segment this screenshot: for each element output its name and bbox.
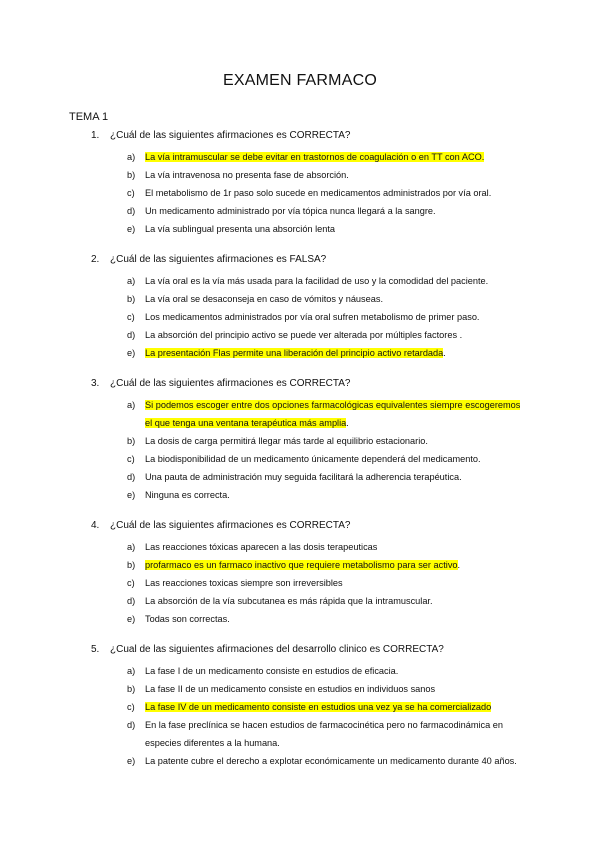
question-statement: ¿Cuál de las siguientes afirmaciones es CORRECTA? — [110, 520, 351, 531]
question-text — [0, 644, 600, 662]
option-letter: c) — [127, 454, 135, 464]
option-letter: d) — [127, 472, 136, 482]
option-letter: b) — [127, 436, 136, 446]
option-letter: d) — [127, 206, 136, 216]
answer-option — [0, 202, 600, 220]
answer-option — [0, 290, 600, 308]
question-statement: ¿Cuál de las siguientes afirmaciones es CORRECTA? — [110, 378, 351, 389]
answer-option — [0, 592, 600, 610]
answer-option — [0, 344, 600, 362]
answer-option — [0, 326, 600, 344]
question-list — [0, 130, 600, 786]
question-spacer — [0, 770, 600, 786]
answer-option — [0, 220, 600, 238]
option-letter: e) — [127, 614, 136, 624]
option-text: Una pauta de administración muy seguida facilitará la adherencia terapéutica. — [145, 472, 462, 482]
highlighted-answer-text: La presentación Flas permite una liberación del principio activo retardada — [145, 348, 444, 358]
option-letter: a) — [127, 276, 136, 286]
option-text: La vía sublingual presenta una absorción lenta — [145, 224, 336, 234]
answer-option — [0, 148, 600, 166]
option-letter: a) — [127, 542, 136, 552]
answer-option — [0, 486, 600, 504]
question-text — [0, 130, 600, 148]
answer-option — [0, 662, 600, 680]
option-letter: c) — [127, 312, 135, 322]
question-number: 4. — [91, 520, 100, 531]
answer-option — [0, 166, 600, 184]
answer-option — [0, 716, 600, 752]
highlighted-answer-text: La vía intramuscular se debe evitar en trastornos de coagulación o en TT con ACO. — [145, 152, 485, 162]
highlighted-answer-text: profarmaco es un farmaco inactivo que requiere metabolismo para ser activo — [145, 560, 458, 570]
option-text: La fase I de un medicamento consiste en estudios de eficacia. — [145, 666, 399, 676]
question-1 — [0, 130, 600, 254]
question-number: 2. — [91, 254, 100, 265]
question-statement: ¿Cual de las siguientes afirmaciones del desarrollo clinico es CORRECTA? — [110, 644, 444, 655]
option-letter: e) — [127, 490, 136, 500]
option-text: Ninguna es correcta. — [145, 490, 230, 500]
question-spacer — [0, 238, 600, 254]
answer-option — [0, 680, 600, 698]
option-text: La dosis de carga permitirá llegar más tarde al equilibrio estacionario. — [145, 436, 428, 446]
question-4 — [0, 520, 600, 644]
answer-option — [0, 610, 600, 628]
option-text: La absorción del principio activo se puede ver alterada por múltiples factores . — [145, 330, 463, 340]
option-text: La patente cubre el derecho a explotar económicamente un medicamento durante 40 años. — [145, 756, 517, 766]
option-letter: c) — [127, 578, 135, 588]
option-text: En la fase preclínica se hacen estudios de farmacocinética pero no farmacodinámica en especies diferentes a la humana. — [145, 720, 504, 748]
option-letter: e) — [127, 756, 136, 766]
option-text: Los medicamentos administrados por vía oral sufren metabolismo de primer paso. — [145, 312, 480, 322]
option-letter: d) — [127, 720, 136, 730]
option-letter: c) — [127, 702, 135, 712]
question-text — [0, 520, 600, 538]
answer-option — [0, 574, 600, 592]
highlighted-answer-text: La fase IV de un medicamento consiste en estudios una vez ya se ha comercializado — [145, 702, 492, 712]
option-letter: a) — [127, 152, 136, 162]
option-letter: b) — [127, 560, 136, 570]
answer-option — [0, 396, 600, 432]
option-letter: b) — [127, 294, 136, 304]
option-text: La absorción de la vía subcutanea es más rápida que la intramuscular. — [145, 596, 433, 606]
answer-option — [0, 432, 600, 450]
question-number: 1. — [91, 130, 100, 141]
option-suffix: . — [457, 560, 461, 570]
option-suffix: . — [346, 418, 349, 428]
option-text: La biodisponibilidad de un medicamento únicamente dependerá del medicamento. — [145, 454, 481, 464]
section-heading: TEMA 1 — [69, 111, 109, 123]
option-letter: b) — [127, 170, 136, 180]
answer-option — [0, 184, 600, 202]
question-number: 5. — [91, 644, 100, 655]
option-letter: e) — [127, 224, 136, 234]
question-2 — [0, 254, 600, 378]
option-text: Todas son correctas. — [145, 614, 230, 624]
answer-option — [0, 308, 600, 326]
option-text: La vía oral se desaconseja en caso de vómitos y náuseas. — [145, 294, 383, 304]
option-letter: d) — [127, 596, 136, 606]
answer-option — [0, 698, 600, 716]
option-text: Un medicamento administrado por vía tópica nunca llegará a la sangre. — [145, 206, 436, 216]
highlighted-answer-text: Si podemos escoger entre dos opciones farmacológicas equivalentes siempre escogeremos el que tenga una ventana terapéutica más amplia — [145, 400, 521, 428]
answer-option — [0, 752, 600, 770]
option-suffix: . — [443, 348, 446, 358]
answer-option — [0, 272, 600, 290]
question-spacer — [0, 362, 600, 378]
question-spacer — [0, 628, 600, 644]
question-text — [0, 378, 600, 396]
question-number: 3. — [91, 378, 100, 389]
option-text: La fase II de un medicamento consiste en estudios en individuos sanos — [145, 684, 436, 694]
answer-option — [0, 538, 600, 556]
question-statement: ¿Cuál de las siguientes afirmaciones es FALSA? — [110, 254, 327, 265]
question-text — [0, 254, 600, 272]
option-text: La vía intravenosa no presenta fase de absorción. — [145, 170, 349, 180]
option-letter: a) — [127, 666, 136, 676]
question-3 — [0, 378, 600, 520]
option-letter: c) — [127, 188, 135, 198]
question-5 — [0, 644, 600, 786]
answer-option — [0, 468, 600, 486]
answer-option — [0, 450, 600, 468]
option-text: Las reacciones toxicas siempre son irreversibles — [145, 578, 343, 588]
option-letter: a) — [127, 400, 136, 410]
question-statement: ¿Cuál de las siguientes afirmaciones es CORRECTA? — [110, 130, 351, 141]
option-letter: d) — [127, 330, 136, 340]
option-text: Las reacciones tóxicas aparecen a las dosis terapeuticas — [145, 542, 378, 552]
answer-option — [0, 556, 600, 574]
page-title: EXAMEN FARMACO — [223, 72, 377, 89]
question-spacer — [0, 504, 600, 520]
option-letter: e) — [127, 348, 136, 358]
option-letter: b) — [127, 684, 136, 694]
option-text: El metabolismo de 1r paso solo sucede en medicamentos administrados por vía oral. — [145, 188, 492, 198]
option-text: La vía oral es la vía más usada para la facilidad de uso y la comodidad del paciente. — [145, 276, 489, 286]
